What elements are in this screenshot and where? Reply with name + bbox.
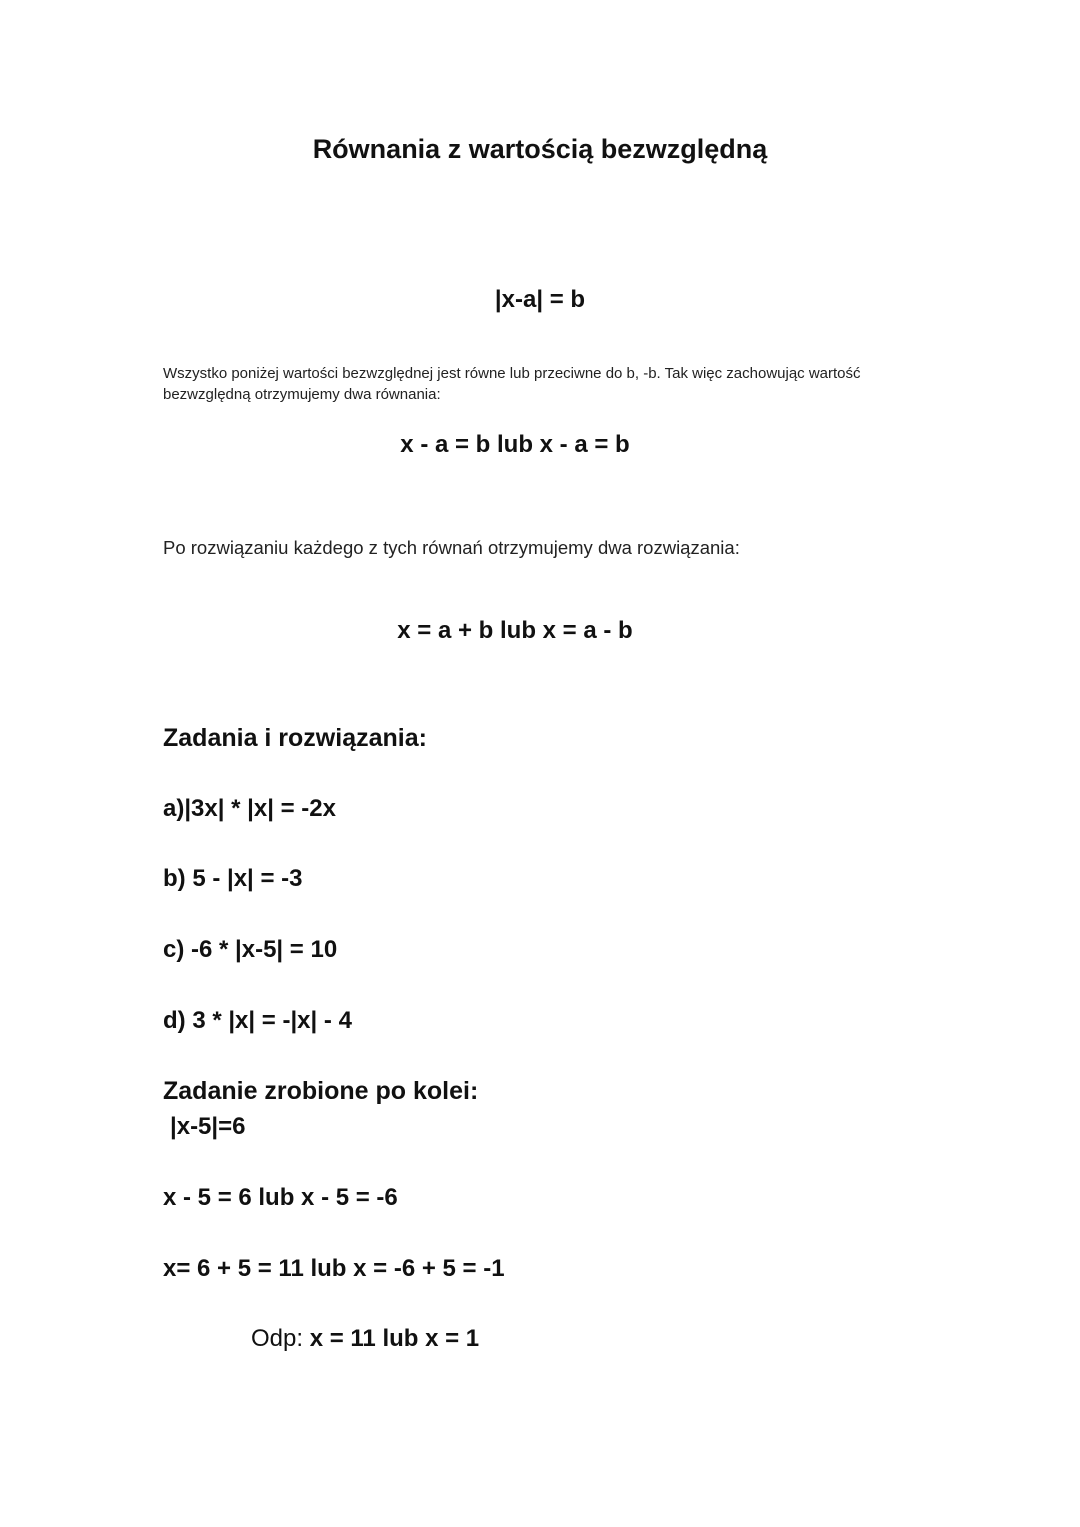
worked-step-2: x - 5 = 6 lub x - 5 = -6 <box>163 1184 398 1211</box>
intro-paragraph: Wszystko poniżej wartości bezwzględnej jest równe lub przeciwne do b, -b. Tak więc zachowując wartość bezwzględną otrzymujemy dwa równania: <box>163 365 861 403</box>
worked-example-heading: Zadanie zrobione po kolei: <box>163 1077 479 1105</box>
task-c: c) -6 * |x-5| = 10 <box>163 936 338 963</box>
task-b: b) 5 - |x| = -3 <box>163 865 303 892</box>
answer-value: x = 11 lub x = 1 <box>309 1325 480 1352</box>
worked-step-1: |x-5|=6 <box>170 1113 246 1140</box>
task-a: a)|3x| * |x| = -2x <box>163 795 336 822</box>
answer-line <box>251 1325 479 1353</box>
main-formula: |x-a| = b <box>494 286 586 313</box>
worked-step-3: x= 6 + 5 = 11 lub x = -6 + 5 = -1 <box>163 1255 505 1282</box>
solutions-formula: x = a + b lub x = a - b <box>397 617 633 644</box>
tasks-heading: Zadania i rozwiązania: <box>163 724 427 752</box>
two-equations-formula: x - a = b lub x - a = b <box>400 431 630 458</box>
document-title: Równania z wartością bezwzględną <box>312 134 768 164</box>
task-d: d) 3 * |x| = -|x| - 4 <box>163 1007 352 1034</box>
solution-paragraph: Po rozwiązaniu każdego z tych równań otrzymujemy dwa rozwiązania: <box>163 537 740 558</box>
answer-label: Odp: <box>251 1325 310 1352</box>
